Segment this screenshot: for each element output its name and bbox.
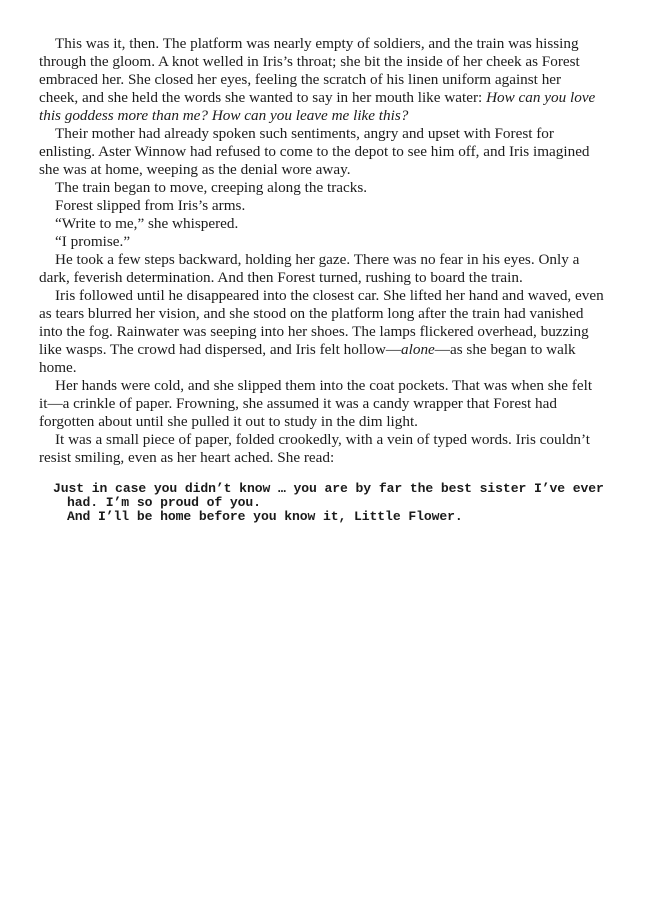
paragraph-text: “I promise.” <box>55 233 131 250</box>
italic-word: alone <box>401 341 435 358</box>
paragraph-text: Forest slipped from Iris’s arms. <box>55 197 246 214</box>
paragraph-text: —as she began to walk home. <box>39 341 576 376</box>
paragraph <box>39 179 604 197</box>
paragraph-text: He took a few steps backward, holding her gaze. There was no fear in his eyes. Only a dark, feverish determination. And then Forest turned, rushing to board the train. <box>39 251 580 286</box>
typed-note <box>39 482 604 524</box>
note-line: And I’ll be home before you know it, Little Flower. <box>67 509 463 524</box>
paragraph-text: The train began to move, creeping along the tracks. <box>55 179 368 196</box>
paragraph <box>39 125 604 179</box>
paragraph-text: “Write to me,” she whispered. <box>55 215 239 232</box>
paragraph <box>39 197 604 215</box>
paragraph <box>39 431 604 467</box>
paragraph <box>39 35 604 125</box>
paragraph <box>39 251 604 287</box>
dialogue-line <box>39 233 604 251</box>
italic-thought: How can you love this goddess more than me? How can you leave me like this? <box>39 89 596 124</box>
paragraph-text: This was it, then. The platform was nearly empty of soldiers, and the train was hissing through the gloom. A knot welled in Iris’s throat; she bit the inside of her cheek as Forest embraced her. She closed her eyes, feeling the scratch of his linen uniform against her cheek, and she held the words she wanted to say in her mouth like water: <box>39 35 580 106</box>
book-page <box>39 35 604 524</box>
paragraph-text: Iris followed until he disappeared into the closest car. She lifted her hand and waved, even as tears blurred her vision, and she stood on the platform long after the train had vanished into the fog. Rainwater was seeping into her shoes. The lamps flickered overhead, buzzing like wasps. The crowd had dispersed, and Iris felt hollow— <box>39 287 604 358</box>
paragraph <box>39 287 604 377</box>
note-line: Just in case you didn’t know … you are by far the best sister I’ve ever had. I’m so proud of you. <box>53 481 604 510</box>
paragraph <box>39 377 604 431</box>
paragraph-text: It was a small piece of paper, folded crookedly, with a vein of typed words. Iris couldn’t resist smiling, even as her heart ached. She read: <box>39 431 591 466</box>
paragraph-text: Her hands were cold, and she slipped them into the coat pockets. That was when she felt it—a crinkle of paper. Frowning, she assumed it was a candy wrapper that Forest had forgotten about until she pulled it out to study in the dim light. <box>39 377 593 430</box>
body-text <box>39 35 604 467</box>
paragraph-text: Their mother had already spoken such sentiments, angry and upset with Forest for enlisting. Aster Winnow had refused to come to the depot to see him off, and Iris imagined she was at home, weeping as the denial wore away. <box>39 125 590 178</box>
dialogue-line <box>39 215 604 233</box>
